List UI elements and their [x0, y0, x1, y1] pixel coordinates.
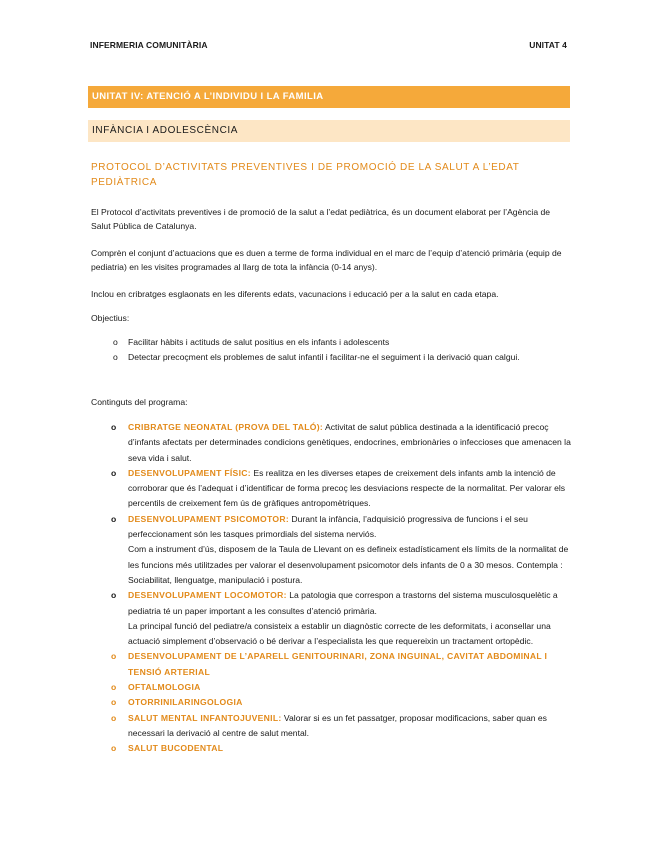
- program-item-text: Activitat de salut pública destinada a la identificació precoç d’infants afectats per determinades condicions genètiques, endocrines, embrionàries o infeccioses que amenacen la seva vida i salut.: [128, 422, 571, 463]
- list-item: [91, 649, 571, 680]
- list-item: [91, 512, 571, 588]
- program-item-text-extra: La principal funció del pediatre/a consisteix a establir un diagnòstic correcte de les deformitats, i aconsellar una actuació simplement d’observació o bé derivar a l’especialista les que requereixin un tractament ortopèdic.: [128, 620, 551, 647]
- program-label: Continguts del programa:: [91, 397, 188, 407]
- paragraph-includes: Inclou en cribratges esglaonats en les diferents edats, vacunacions i educació per a la salut en cada etapa.: [91, 289, 499, 299]
- program-item-text: La patologia que correspon a trastorns del sistema musculosquelètic a pediatria té un paper important a les consultes d’atenció primària.: [128, 590, 558, 616]
- program-item-title: SALUT BUCODENTAL: [128, 743, 224, 754]
- program-item-title: SALUT MENTAL INFANTOJUVENIL:: [128, 712, 282, 723]
- list-item: [91, 350, 569, 364]
- bullet-icon: o: [111, 697, 117, 708]
- program-item-title: DESENVOLUPAMENT PSICOMOTOR:: [128, 513, 290, 524]
- program-item-text-contempla: Contempla : Sociabilitat, llenguatge, manipulació i postura.: [128, 559, 563, 585]
- list-item: [91, 420, 571, 466]
- section-title-bar: INFÀNCIA I ADOLESCÈNCIA: [88, 120, 570, 142]
- list-item: [91, 741, 571, 756]
- bullet-icon: o: [113, 352, 118, 363]
- bullet-icon: o: [111, 712, 117, 723]
- program-item-title: DESENVOLUPAMENT FÍSIC:: [128, 467, 251, 478]
- program-item-text: Es realitza en les diverses etapes de creixement dels infants amb la intenció de corroborar que és l’adequat i d’identificar de forma precoç les desviacions respecte de la normalitat. Per valorar els percentils de creixement fem ús de gràfiques antropomètriques.: [128, 467, 566, 509]
- list-item: [91, 466, 571, 512]
- header-course: INFERMERIA COMUNITÀRIA: [90, 40, 208, 50]
- paragraph-intro: El Protocol d’activitats preventives i de promoció de la salut a l’edat pediàtrica, és un document elaborat per l’Agència de Salut Pública de Catalunya.: [91, 207, 551, 232]
- header-unit: UNITAT 4: [529, 40, 567, 50]
- list-item: [91, 711, 571, 742]
- program-item-title: DESENVOLUPAMENT LOCOMOTOR:: [128, 590, 287, 601]
- bullet-icon: o: [111, 513, 117, 524]
- subsection-title: PROTOCOL D’ACTIVITATS PREVENTIVES I DE PROMOCIÓ DE LA SALUT A L’EDAT PEDIÀTRICA: [91, 162, 520, 188]
- bullet-icon: o: [111, 467, 117, 478]
- program-item-title: CRIBRATGE NEONATAL (PROVA DEL TALÓ):: [128, 422, 324, 432]
- program-item-title: OTORRINILARINGOLOGIA: [128, 697, 243, 708]
- list-item: [91, 680, 571, 695]
- objective-text: Facilitar hàbits i actituds de salut positius en els infants i adolescents: [128, 337, 390, 347]
- program-item-text: Valorar si es un fet passatger, proposar modificacions, saber quan es necessari la derivació al centre de salut mental.: [128, 712, 547, 738]
- program-list: [91, 420, 571, 757]
- list-item: [91, 695, 571, 710]
- bullet-icon: o: [111, 422, 117, 432]
- bullet-icon: o: [111, 651, 117, 662]
- bullet-icon: o: [111, 743, 117, 754]
- objectives-label: Objectius:: [91, 313, 130, 323]
- program-item-title: DESENVOLUPAMENT DE L’APARELL GENITOURINARI, ZONA INGUINAL, CAVITAT ABDOMINAL I TENSIÓ ARTERIAL: [128, 651, 548, 677]
- paragraph-scope: Comprèn el conjunt d’actuacions que es duen a terme de forma individual en el marc de l’equip d’atenció primària (equip de pediatria) en les visites programades al llarg de tota la infància (0-14 anys).: [91, 248, 562, 273]
- program-item-title: OFTALMOLOGIA: [128, 682, 201, 693]
- program-item-text: Durant la infància, l’adquisició progressiva de funcions i el seu perfeccionament són les tasques primordials del sistema nerviós.: [128, 513, 528, 540]
- unit-title-bar: UNITAT IV: ATENCIÓ A L’INDIVIDU I LA FAMILIA: [88, 86, 570, 108]
- list-item: [91, 335, 569, 349]
- bullet-icon: o: [111, 682, 117, 693]
- bullet-icon: o: [113, 337, 118, 347]
- program-item-text-extra: Com a instrument d’ús, disposem de la Taula de Llevant on es defineix estadísticament els límits de la normalitat de les funcions més utilitzades per valorar el desenvolupament psicomotor dels infants de 0 a 30 mesos.: [128, 544, 569, 570]
- bullet-icon: o: [111, 590, 117, 601]
- objectives-list: [91, 335, 569, 366]
- objective-text: Detectar precoçment els problemes de salut infantil i facilitar-ne el seguiment i la derivació quan calgui.: [128, 352, 520, 363]
- list-item: [91, 588, 571, 649]
